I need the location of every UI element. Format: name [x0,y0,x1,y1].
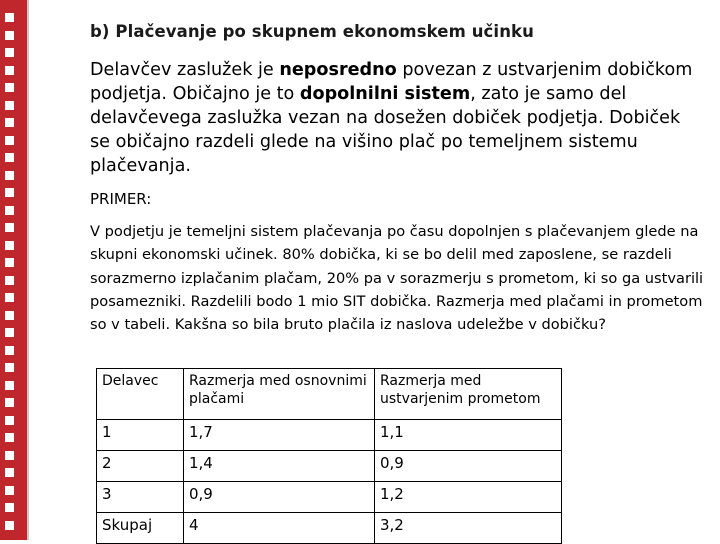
ratio-table [96,368,562,544]
intro-bold-1: neposredno [279,60,397,80]
strip-square [5,136,14,145]
table-cell: 1,7 [184,420,375,451]
table-cell: 3 [97,482,184,513]
strip-square [5,171,14,180]
strip-square [5,241,14,250]
table-cell: 4 [184,513,375,544]
strip-square [5,223,14,232]
table-cell: Skupaj [97,513,184,544]
intro-bold-2: dopolnilni sistem [299,84,471,104]
strip-square [5,486,14,495]
strip-square [5,451,14,460]
table-header-row [97,369,562,420]
table-row-total [97,513,562,544]
strip-square [5,521,14,530]
table-cell: 1,1 [375,420,562,451]
strip-square [5,433,14,442]
intro-text-2: povezan z ustvarjenim dobičkom podjetja. Običajno je to [90,60,693,104]
table-cell: 3,2 [375,513,562,544]
section-title: b) Plačevanje po skupnem ekonomskem učinku [90,22,534,41]
strip-square [5,83,14,92]
strip-square [5,328,14,337]
strip-square [5,13,14,22]
strip-square [5,346,14,355]
strip-square [5,101,14,110]
strip-square [5,118,14,127]
table-header-cell: Razmerja med osnovnimi plačami [184,369,375,420]
strip-square [5,398,14,407]
table-header-cell: Razmerja med ustvarjenim prometom [375,369,562,420]
table-cell: 1,2 [375,482,562,513]
strip-square [5,206,14,215]
strip-square [5,503,14,512]
table-cell: 2 [97,451,184,482]
strip-square [5,153,14,162]
intro-text-3: , zato je samo del delavčevega zaslužka vezan na dosežen dobiček podjetja. Dobiček se običajno razdeli glede na višino plač po temeljnem sistemu plačevanja. [90,84,681,176]
strip-square [5,293,14,302]
strip-square [5,31,14,40]
intro-text-1: Delavčev zaslužek je [90,60,280,80]
table-header-cell: Delavec [97,369,184,420]
strip-square [5,381,14,390]
strip-square [5,276,14,285]
strip-square [5,468,14,477]
example-paragraph: V podjetju je temeljni sistem plačevanja po času dopolnjen s plačevanjem glede na skupni ekonomski učinek. 80% dobička, ki se bo delil med zaposlene, se razdeli sorazmerno izplačanim plačam, 20% pa v sorazmerju s prometom, ki so ga ustvarili posamezniki. Razdelili bodo 1 mio SIT dobička. Razmerja med plačami in prometom so v tabeli. Kakšna so bila bruto plačila iz naslova udeležbe v dobičku? [90,223,704,334]
table-cell: 0,9 [184,482,375,513]
strip-square [5,363,14,372]
strip-square [5,66,14,75]
strip-square [5,311,14,320]
table-cell: 1,4 [184,451,375,482]
side-divider [27,0,29,540]
table-cell: 1 [97,420,184,451]
intro-paragraph [90,58,700,178]
strip-square [5,258,14,267]
table-row [97,482,562,513]
decorative-side-strip [0,0,27,540]
example-label: PRIMER: [90,190,152,208]
table-row [97,420,562,451]
table-row [97,451,562,482]
strip-square [5,188,14,197]
table-cell: 0,9 [375,451,562,482]
strip-square [5,416,14,425]
strip-square [5,48,14,57]
